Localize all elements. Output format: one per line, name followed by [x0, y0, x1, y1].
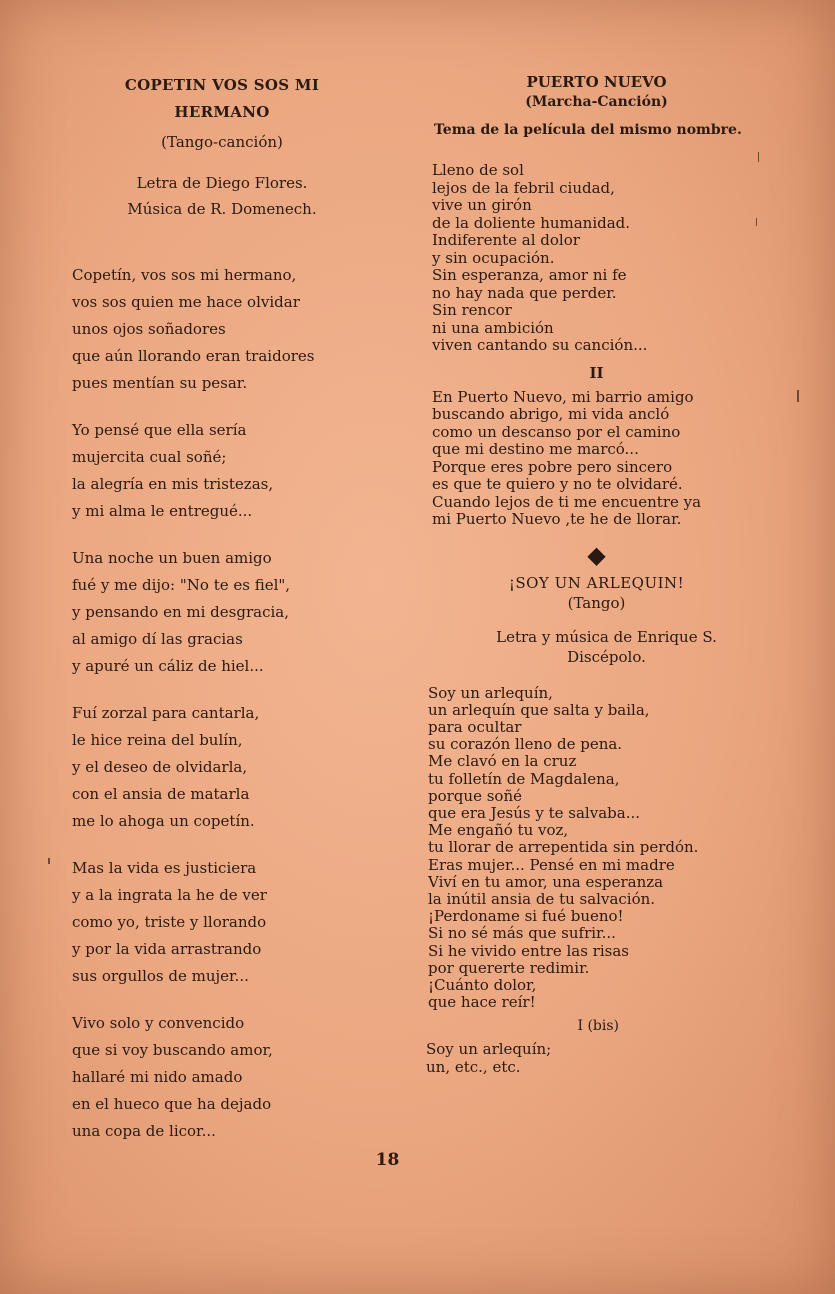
- stanza: [72, 855, 372, 990]
- lyric-line: Viví en tu amor, una esperanza: [428, 872, 664, 891]
- right-column: [424, 72, 769, 1076]
- lyric-line: vive un girón: [432, 196, 532, 214]
- credit-line: Letra y música de Enrique S.: [496, 627, 717, 646]
- lyric-line: hallaré mi nido amado: [72, 1068, 243, 1086]
- lyric-line: fué y me dijo: "No te es fiel",: [72, 576, 291, 594]
- lyric-line: ¡Cuánto dolor,: [428, 975, 537, 994]
- lyric-line: su corazón lleno de pena.: [428, 735, 623, 754]
- lyric-line: con el ansia de matarla: [72, 785, 250, 803]
- lyric-line: y el deseo de olvidarla,: [72, 758, 248, 776]
- lyric-line: viven cantando su canción...: [432, 336, 648, 354]
- lyrics-final: [426, 1041, 769, 1075]
- lyric-line: Soy un arlequín;: [426, 1040, 552, 1059]
- lyrics-stanza-1: [432, 162, 769, 355]
- lyric-line: es que te quiero y no te olvidaré.: [432, 475, 683, 493]
- lyric-line: en el hueco que ha dejado: [72, 1095, 272, 1113]
- lyric-line: un, etc., etc.: [426, 1057, 521, 1076]
- left-column: [72, 72, 372, 1145]
- lyric-line: Lleno de sol: [432, 161, 524, 179]
- lyrics-stanza-2: [432, 389, 769, 529]
- title-line: COPETIN VOS SOS MI: [124, 76, 320, 94]
- lyric-line: Copetín, vos sos mi hermano,: [72, 266, 297, 284]
- stanza-gap: [72, 990, 372, 1010]
- lyric-line: me lo ahoga un copetín.: [72, 812, 255, 830]
- paper-speck: [797, 390, 799, 402]
- lyric-line: Yo pensé que ella sería: [72, 421, 247, 439]
- stanza-gap: [72, 525, 372, 545]
- lyric-line: porque soñé: [428, 786, 522, 805]
- lyric-line: la alegría en mis tristezas,: [72, 475, 274, 493]
- lyric-line: Vivo solo y convencido: [72, 1014, 245, 1032]
- lyric-line: lejos de la febril ciudad,: [432, 178, 615, 197]
- lyric-line: que hace reír!: [428, 993, 536, 1012]
- stanza-gap: [72, 680, 372, 700]
- lyric-line: Mas la vida es justiciera: [72, 859, 257, 877]
- lyric-line: Si he vivido entre las risas: [428, 941, 629, 960]
- lyric-line: que mi destino me marcó...: [432, 440, 639, 458]
- lyric-line: Una noche un buen amigo: [72, 549, 272, 567]
- lyric-line: como yo, triste y llorando: [72, 913, 267, 931]
- film-theme-note: Tema de la película del mismo nombre.: [434, 122, 742, 138]
- lyric-line: y mi alma le entregué...: [72, 502, 253, 520]
- lyric-line: y pensando en mi desgracia,: [72, 603, 289, 621]
- stanza-gap: [72, 397, 372, 417]
- lyric-line: Me clavó en la cruz: [428, 752, 577, 771]
- lyric-line: pues mentían su pesar.: [72, 374, 248, 392]
- lyric-line: tu folletín de Magdalena,: [428, 769, 620, 788]
- lyric-line: de la doliente humanidad.: [432, 213, 631, 232]
- song-credits: [72, 170, 372, 222]
- lyric-line: mujercita cual soñé;: [72, 448, 227, 466]
- stanza: [72, 262, 372, 397]
- lyric-line: Si no sé más que sufrir...: [428, 924, 616, 943]
- lyric-line: buscando abrigo, mi vida ancló: [432, 405, 670, 423]
- lyric-line: Cuando lejos de ti me encuentre ya: [432, 492, 702, 511]
- song-genre: (Tango): [567, 593, 626, 612]
- lyric-line: Me engañó tu voz,: [428, 821, 569, 840]
- stanza-gap: [72, 835, 372, 855]
- repeat-marker: I (bis): [577, 1018, 619, 1035]
- lyric-line: tu llorar de arrepentida sin perdón.: [428, 838, 699, 857]
- lyric-line: Soy un arlequín,: [428, 683, 553, 702]
- song-title-copetin: [72, 72, 372, 126]
- paper-speck: [756, 218, 757, 226]
- lyric-line: no hay nada que perder.: [432, 283, 617, 302]
- lyric-line: mi Puerto Nuevo ,te he de llorar.: [432, 510, 682, 528]
- music-credit: Música de R. Domenech.: [127, 200, 317, 218]
- lyrics-credit: Letra de Diego Flores.: [136, 174, 308, 192]
- lyric-line: y apuré un cáliz de hiel...: [72, 657, 264, 675]
- lyric-line: como un descanso por el camino: [432, 422, 681, 441]
- lyric-line: ni una ambición: [432, 318, 554, 337]
- lyric-line: Sin rencor: [432, 301, 512, 319]
- lyric-line: la inútil ansia de tu salvación.: [428, 889, 656, 908]
- song-genre: (Tango-canción): [161, 133, 283, 151]
- lyric-line: En Puerto Nuevo, mi barrio amigo: [432, 387, 694, 406]
- song-title-puerto-nuevo: PUERTO NUEVO: [526, 73, 667, 91]
- lyric-line: al amigo dí las gracias: [72, 630, 243, 648]
- stanza: [72, 700, 372, 835]
- lyric-line: para ocultar: [428, 717, 522, 736]
- paper-speck: [48, 858, 50, 864]
- lyric-line: y sin ocupación.: [432, 248, 555, 267]
- lyric-line: y por la vida arrastrando: [72, 940, 262, 958]
- lyric-line: Sin esperanza, amor ni fe: [432, 266, 627, 284]
- song-genre: (Marcha-Canción): [525, 94, 668, 110]
- title-line: HERMANO: [174, 103, 270, 121]
- lyric-line: una copa de licor...: [72, 1122, 216, 1140]
- page-number: 18: [375, 1150, 400, 1170]
- song-credits: [444, 627, 769, 667]
- lyric-line: unos ojos soñadores: [72, 320, 226, 338]
- lyric-line: que era Jesús y te salvaba...: [428, 803, 640, 822]
- lyric-line: que si voy buscando amor,: [72, 1041, 273, 1059]
- stanza: [72, 417, 372, 525]
- stanza: [72, 1010, 372, 1145]
- lyric-line: sus orgullos de mujer...: [72, 967, 249, 985]
- lyric-line: Porque eres pobre pero sincero: [432, 457, 673, 476]
- lyric-line: Fuí zorzal para cantarla,: [72, 704, 260, 722]
- lyric-line: y a la ingrata la he de ver: [72, 886, 267, 904]
- lyric-line: vos sos quien me hace olvidar: [72, 293, 300, 311]
- lyrics-arlequin: [428, 685, 769, 1012]
- lyric-line: un arlequín que salta y baila,: [428, 700, 650, 719]
- lyric-line: le hice reina del bulín,: [72, 731, 243, 749]
- stanza-numeral: II: [589, 363, 604, 382]
- lyric-line: que aún llorando eran traidores: [72, 347, 315, 365]
- lyrics-left: [72, 262, 372, 1145]
- diamond-ornament-icon: ◆: [587, 540, 606, 569]
- lyric-line: ¡Perdoname si fué bueno!: [428, 907, 624, 926]
- lyric-line: Eras mujer... Pensé en mi madre: [428, 855, 675, 874]
- paper-speck: [758, 152, 759, 162]
- song-title-arlequin: ¡SOY UN ARLEQUIN!: [508, 573, 685, 592]
- lyric-line: Indiferente al dolor: [432, 231, 580, 249]
- stanza: [72, 545, 372, 680]
- lyric-line: por quererte redimir.: [428, 958, 590, 977]
- credit-line: Discépolo.: [567, 647, 646, 666]
